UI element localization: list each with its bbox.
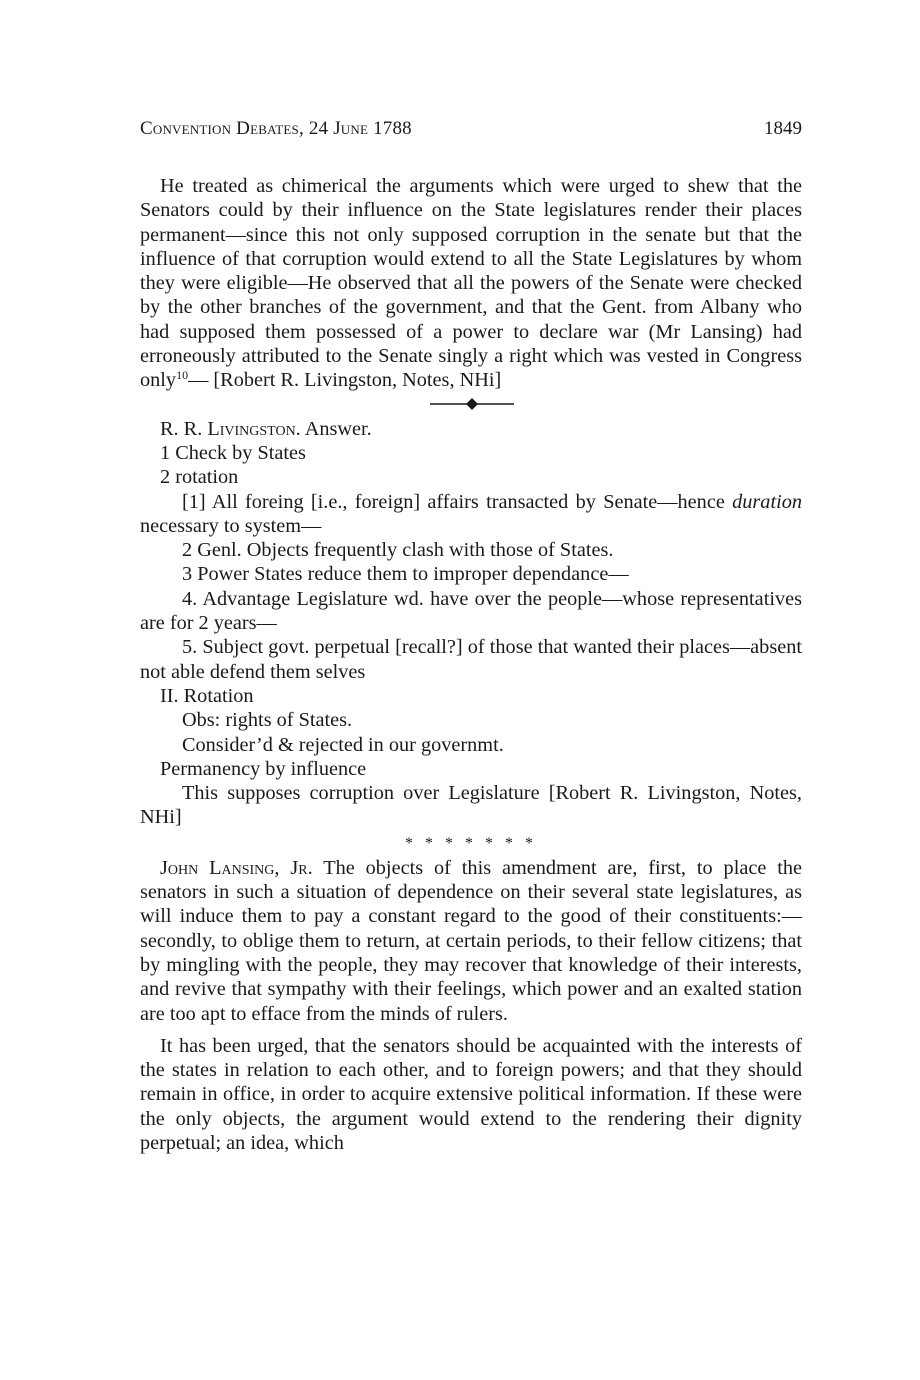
note-item: [1] All foreing [i.e., foreign] affairs transacted by Senate—hence duration necessary to system— — [140, 490, 802, 537]
lansing-paragraph-2: It has been urged, that the senators should be acquainted with the interests of the states in relation to each other, and to foreign powers; and that they should remain in office, in order to acquire extensive political information. If these were the only objects, the argument would extend to the rendering their dignity perpetual; an idea, which — [140, 1034, 802, 1154]
page-number: 1849 — [764, 118, 802, 139]
diamond-rule-icon — [430, 397, 514, 411]
speaker-name: R. R. Livingston. — [160, 417, 301, 440]
note-line: Permanency by influence — [160, 757, 367, 780]
note-item: This supposes corruption over Legislature [Robert R. Livingston, Notes, NHi] — [140, 782, 802, 829]
note-line: 2 rotation — [160, 466, 239, 489]
livingston-summary-paragraph: He treated as chimerical the arguments which were urged to shew that the Senators could by their influence on the State legislatures render their places permanent—since this not only supposed corruption in the senate but that the influence of that corruption would extend to all the State Legislatures by whom they were eligible—He observed that all the powers of the Senate were checked by the other branches of the government, and that the Gent. from Albany who had supposed them possessed of a power to declare war (Mr Lansing) had erroneously attributed to the Senate singly a right which was vested in Congress only$^{10}$— [Robert R. Livingston, Notes, NHi] — [140, 175, 802, 392]
note-line: Consider’d & rejected in our governmt. — [182, 733, 504, 756]
note-item: 5. Subject govt. perpetual [recall?] of those that wanted their places—absent not able defend them selves — [140, 636, 802, 683]
livingston-notes — [140, 417, 802, 830]
speaker-name: John Lansing, Jr. — [160, 856, 313, 879]
main-text — [140, 174, 802, 1155]
footnote-ref: 10 — [176, 368, 189, 383]
section-ornament — [140, 393, 802, 417]
note-line: 1 Check by States — [160, 441, 306, 464]
note-line: Obs: rights of States. — [182, 709, 353, 732]
note-item: 3 Power States reduce them to improper dependance— — [182, 563, 629, 586]
note-item: 4. Advantage Legislature wd. have over the people—whose representatives are for 2 years— — [140, 587, 802, 635]
asterisk-separator: * * * * * * * — [405, 834, 537, 852]
lansing-paragraph: John Lansing, Jr. The objects of this amendment are, first, to place the senators in such a situation of dependence on their several state legislatures, as will induce them to pay a constant regard to the good of their constituents:—secondly, to oblige them to return, at certain periods, to their fellow citizens; that by mingling with the people, they may recover that knowledge of their interests, and revive that sympathy with their feelings, which power and an exalted station are too apt to efface from the minds of rulers. — [140, 856, 803, 1025]
document-page — [140, 118, 802, 1155]
note-heading: II. Rotation — [160, 684, 254, 707]
running-header — [140, 118, 802, 152]
note-item: 2 Genl. Objects frequently clash with those of States. — [182, 539, 614, 562]
running-title: Convention Debates, 24 June 1788 — [140, 118, 412, 139]
notes-speaker-line: R. R. Livingston. Answer. — [160, 417, 372, 440]
